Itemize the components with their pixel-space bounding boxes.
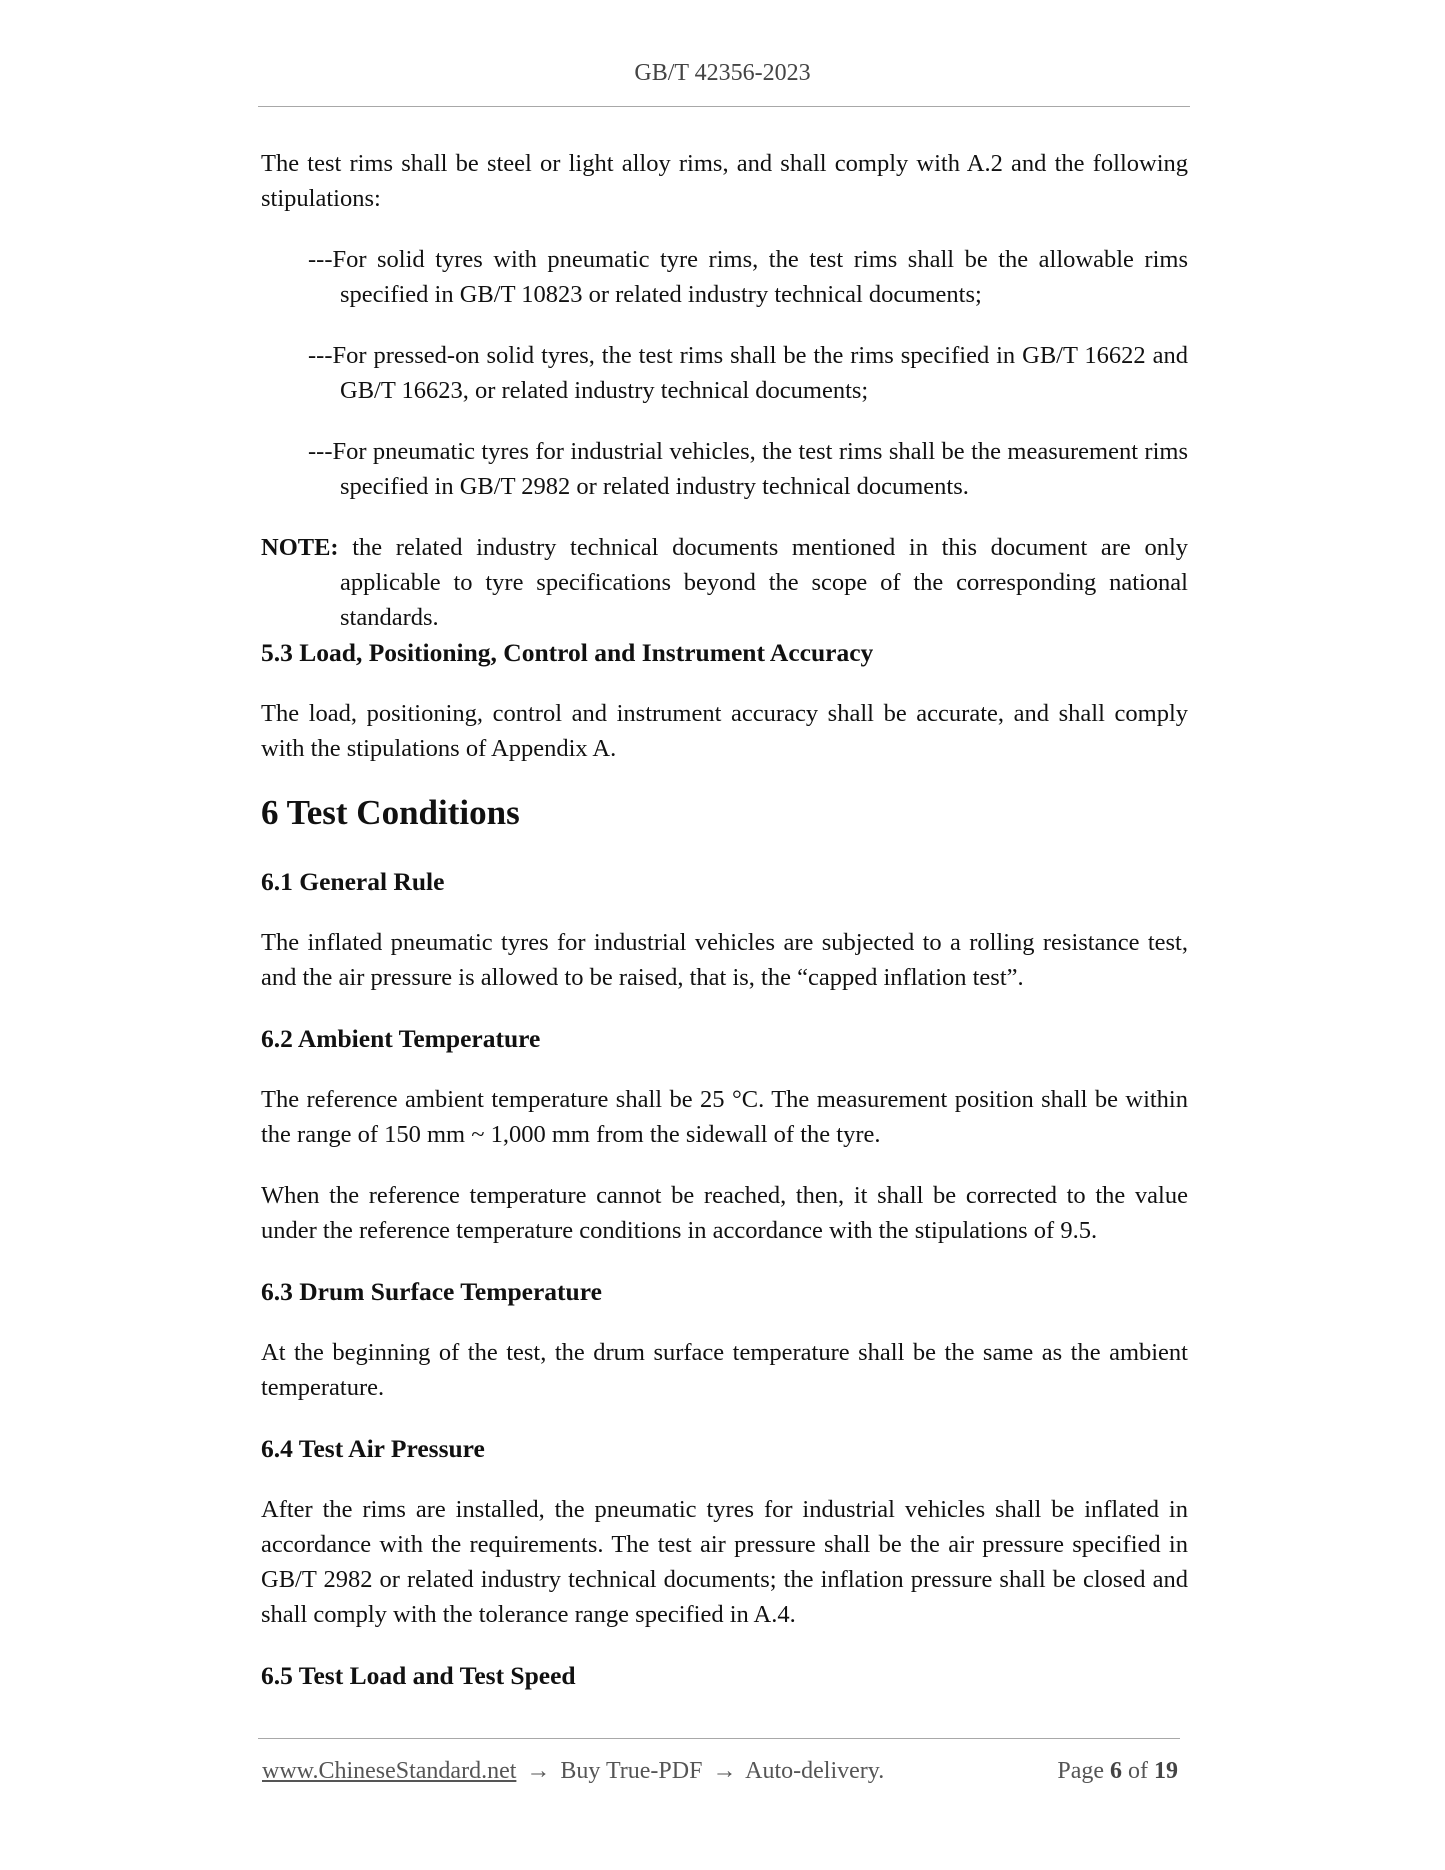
footer-promo (262, 1758, 884, 1785)
chapter-6-heading: 6 Test Conditions (261, 793, 520, 832)
section-6-2-text-1: The reference ambient temperature shall be 25 °C. The measurement position shall be within the range of 150 mm ~ 1,000 mm from the sidewall of the tyre. (261, 1086, 1188, 1148)
section-6-3-text: At the beginning of the test, the drum surface temperature shall be the same as the ambient temperature. (261, 1339, 1188, 1401)
section-6-5-heading: 6.5 Test Load and Test Speed (261, 1661, 576, 1690)
section-6-4-text: After the rims are installed, the pneumatic tyres for industrial vehicles shall be inflated in accordance with the requirements. The test air pressure shall be the air pressure specified in GB/T 2982 or related industry technical documents; the inflation pressure shall be closed and shall comply with the tolerance range specified in A.4. (261, 1496, 1188, 1628)
section-5-3-text: The load, positioning, control and instrument accuracy shall be accurate, and shall comply with the stipulations of Appendix A. (261, 700, 1188, 762)
note-label: NOTE: (261, 534, 339, 561)
page-indicator (1057, 1758, 1178, 1785)
header-divider (258, 106, 1190, 107)
section-6-3-heading: 6.3 Drum Surface Temperature (261, 1277, 602, 1306)
bullet-item-2: ---For pressed-on solid tyres, the test rims shall be the rims specified in GB/T 16622 and GB/T 16623, or related industry technical documents; (308, 342, 1188, 404)
page-content (261, 146, 1188, 1719)
section-6-2-heading: 6.2 Ambient Temperature (261, 1024, 541, 1053)
section-6-1-text: The inflated pneumatic tyres for industrial vehicles are subjected to a rolling resistance test, and the air pressure is allowed to be raised, that is, the “capped inflation test”. (261, 929, 1188, 991)
page-label: Page (1057, 1758, 1104, 1784)
note-paragraph (261, 530, 1188, 635)
bullet-item-1: ---For solid tyres with pneumatic tyre rims, the test rims shall be the allowable rims specified in GB/T 10823 or related industry technical documents; (308, 246, 1188, 308)
intro-paragraph: The test rims shall be steel or light alloy rims, and shall comply with A.2 and the following stipulations: (261, 150, 1188, 212)
total-pages-number: 19 (1154, 1758, 1178, 1784)
section-6-1-heading: 6.1 General Rule (261, 867, 445, 896)
page-footer (262, 1758, 1182, 1792)
note-text: the related industry technical documents mentioned in this document are only applicable to tyre specifications beyond the scope of the corresponding national standards. (340, 534, 1188, 631)
section-5-3-heading: 5.3 Load, Positioning, Control and Instrument Accuracy (261, 638, 874, 667)
bullet-item-3: ---For pneumatic tyres for industrial vehicles, the test rims shall be the measurement rims specified in GB/T 2982 or related industry technical documents. (308, 438, 1188, 500)
website-link[interactable]: www.ChineseStandard.net (262, 1758, 517, 1784)
arrow-right-icon: → (526, 1758, 551, 1784)
header-standard-number: GB/T 42356-2023 (634, 60, 811, 86)
current-page-number: 6 (1110, 1758, 1122, 1784)
buy-true-pdf-text: Buy True-PDF (560, 1758, 703, 1784)
section-6-4-heading: 6.4 Test Air Pressure (261, 1434, 485, 1463)
arrow-right-icon: → (712, 1758, 737, 1784)
footer-divider (258, 1738, 1180, 1739)
page-of-label: of (1128, 1758, 1148, 1784)
auto-delivery-text: Auto-delivery. (745, 1758, 885, 1784)
section-6-2-text-2: When the reference temperature cannot be reached, then, it shall be corrected to the value under the reference temperature conditions in accordance with the stipulations of 9.5. (261, 1182, 1188, 1244)
